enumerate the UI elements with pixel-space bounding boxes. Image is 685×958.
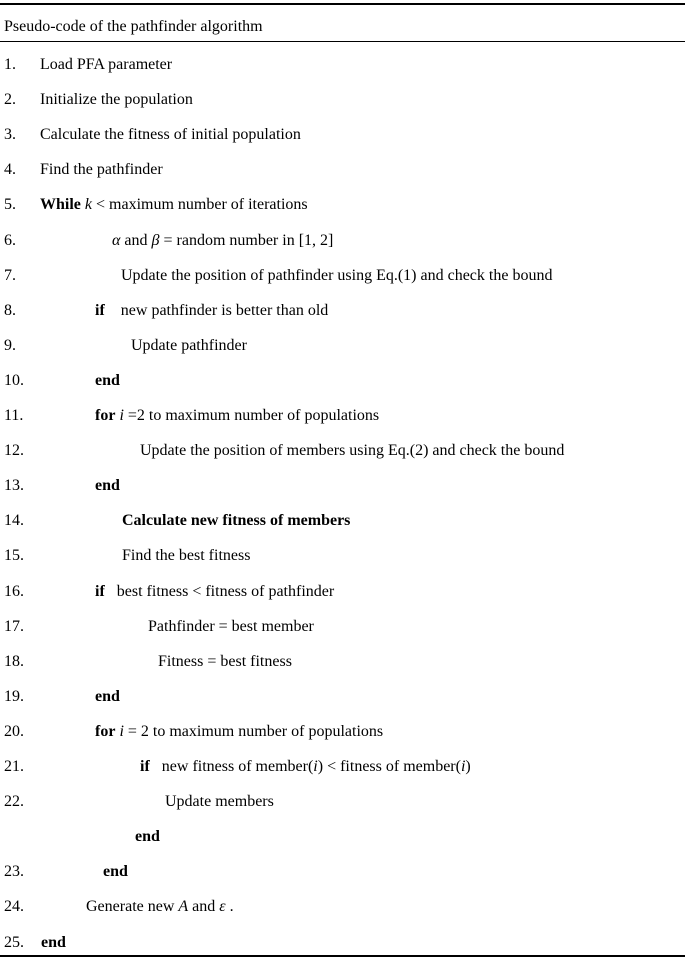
code-text: Load PFA parameter [40,56,173,73]
code-line [0,194,685,216]
code-text: Pathfinder = best member [148,617,314,635]
code-line [0,510,685,532]
code-line [0,932,685,954]
code-line [0,265,685,287]
code-line [0,861,685,883]
variable: k [84,196,92,214]
line-number: 20. [4,722,24,740]
line-content [131,335,247,357]
variable: β [151,231,160,249]
line-content [140,440,564,462]
line-content [112,230,333,252]
code-line [0,475,685,497]
line-number: 11. [4,407,24,424]
line-number: 3. [4,126,16,144]
code-text: Generate new [86,898,179,916]
line-content [122,545,250,567]
code-text: Fitness = best fitness [158,652,292,670]
line-content [103,861,128,883]
code-line [0,405,685,427]
code-line [0,300,685,322]
code-line [0,370,685,392]
code-line [0,124,685,146]
line-number: 2. [4,91,16,109]
code-text: best fitness < fitness of pathfinder [104,582,335,600]
code-text: Update pathfinder [131,336,247,354]
line-number: 14. [4,512,24,530]
line-content [165,791,274,813]
table-title: Pseudo-code of the pathfinder algorithm [4,18,263,35]
line-number: 22. [4,793,24,811]
code-line [0,651,685,673]
code-text: < maximum number of iterations [92,196,308,214]
line-number: 12. [4,442,24,460]
line-content [122,510,350,532]
variable: i [119,722,124,740]
line-number: 1. [4,56,16,73]
code-text: new pathfinder is better than old [104,301,329,319]
line-number: 24. [4,898,24,916]
line-content [86,896,234,918]
code-line [0,686,685,708]
line-content [95,686,120,708]
code-text: Update the position of members using Eq.(2) and check the bound [140,442,565,460]
line-content [140,756,471,778]
code-line [0,721,685,743]
table-bottom-rule [0,955,685,957]
code-text: Find the pathfinder [40,161,163,179]
code-text: ) [465,758,471,775]
line-number: 16. [4,582,24,600]
keyword: end [41,933,66,951]
code-text: =2 to maximum number of populations [123,407,380,424]
code-text: and [188,898,220,916]
line-content [95,370,120,392]
code-line [0,440,685,462]
code-text: and [120,231,152,249]
code-text: new fitness of member( [149,758,314,775]
table-top-rule [0,3,685,5]
code-line [0,791,685,813]
line-content [148,616,314,638]
code-text: Find the best fitness [122,547,251,565]
line-content [95,300,328,322]
code-text: Update members [165,793,274,811]
line-number: 5. [4,196,16,214]
code-line [0,335,685,357]
keyword: end [95,477,120,495]
line-content [95,721,383,743]
code-text: Initialize the population [40,91,193,109]
line-number: 13. [4,477,24,495]
line-number: 23. [4,863,24,881]
code-text: = 2 to maximum number of populations [123,722,384,740]
variable: α [112,231,121,249]
line-content [158,651,292,673]
code-line [0,826,685,848]
line-number: 25. [4,933,24,951]
code-line [0,159,685,181]
code-line [0,230,685,252]
line-content [40,54,172,76]
line-content [40,124,301,146]
line-number: 17. [4,617,24,635]
line-content [40,159,163,181]
code-line [0,896,685,918]
code-text: = random number in [1, 2] [159,231,334,249]
variable: i [460,758,466,775]
line-number: 9. [4,336,16,354]
variable: i [313,758,318,775]
line-number: 10. [4,371,24,389]
keyword: While [40,196,81,214]
line-content [135,826,160,848]
code-line [0,581,685,603]
code-line [0,545,685,567]
line-number: 15. [4,547,24,565]
line-number: 21. [4,758,24,775]
keyword: if [95,582,105,600]
line-number: 6. [4,231,16,249]
keyword: end [95,687,120,705]
code-line [0,54,685,76]
line-content [40,194,308,216]
keyword: for [95,722,116,740]
variable: A [178,898,189,916]
line-content [121,265,552,287]
line-content [95,581,334,603]
code-text: . [225,898,234,916]
keyword: if [95,301,105,319]
line-number: 18. [4,652,24,670]
line-content [95,405,379,427]
keyword: for [95,407,116,424]
line-content [41,932,66,954]
keyword: Calculate new fitness of members [122,512,351,530]
code-line [0,616,685,638]
keyword: end [135,828,160,846]
variable: i [119,407,124,424]
line-number: 7. [4,266,16,284]
variable: ε [219,898,226,916]
code-text: Calculate the fitness of initial population [40,126,301,144]
code-text: ) < fitness of member( [317,758,461,775]
keyword: if [140,758,150,775]
line-number: 19. [4,687,24,705]
line-content [95,475,120,497]
keyword: end [95,371,120,389]
code-text: Update the position of pathfinder using Eq.(1) and check the bound [121,266,553,284]
keyword: end [103,863,128,881]
line-content [40,89,193,111]
code-line [0,756,685,778]
line-number: 4. [4,161,16,179]
line-number: 8. [4,301,16,319]
table-header-rule [0,41,685,42]
code-line [0,89,685,111]
